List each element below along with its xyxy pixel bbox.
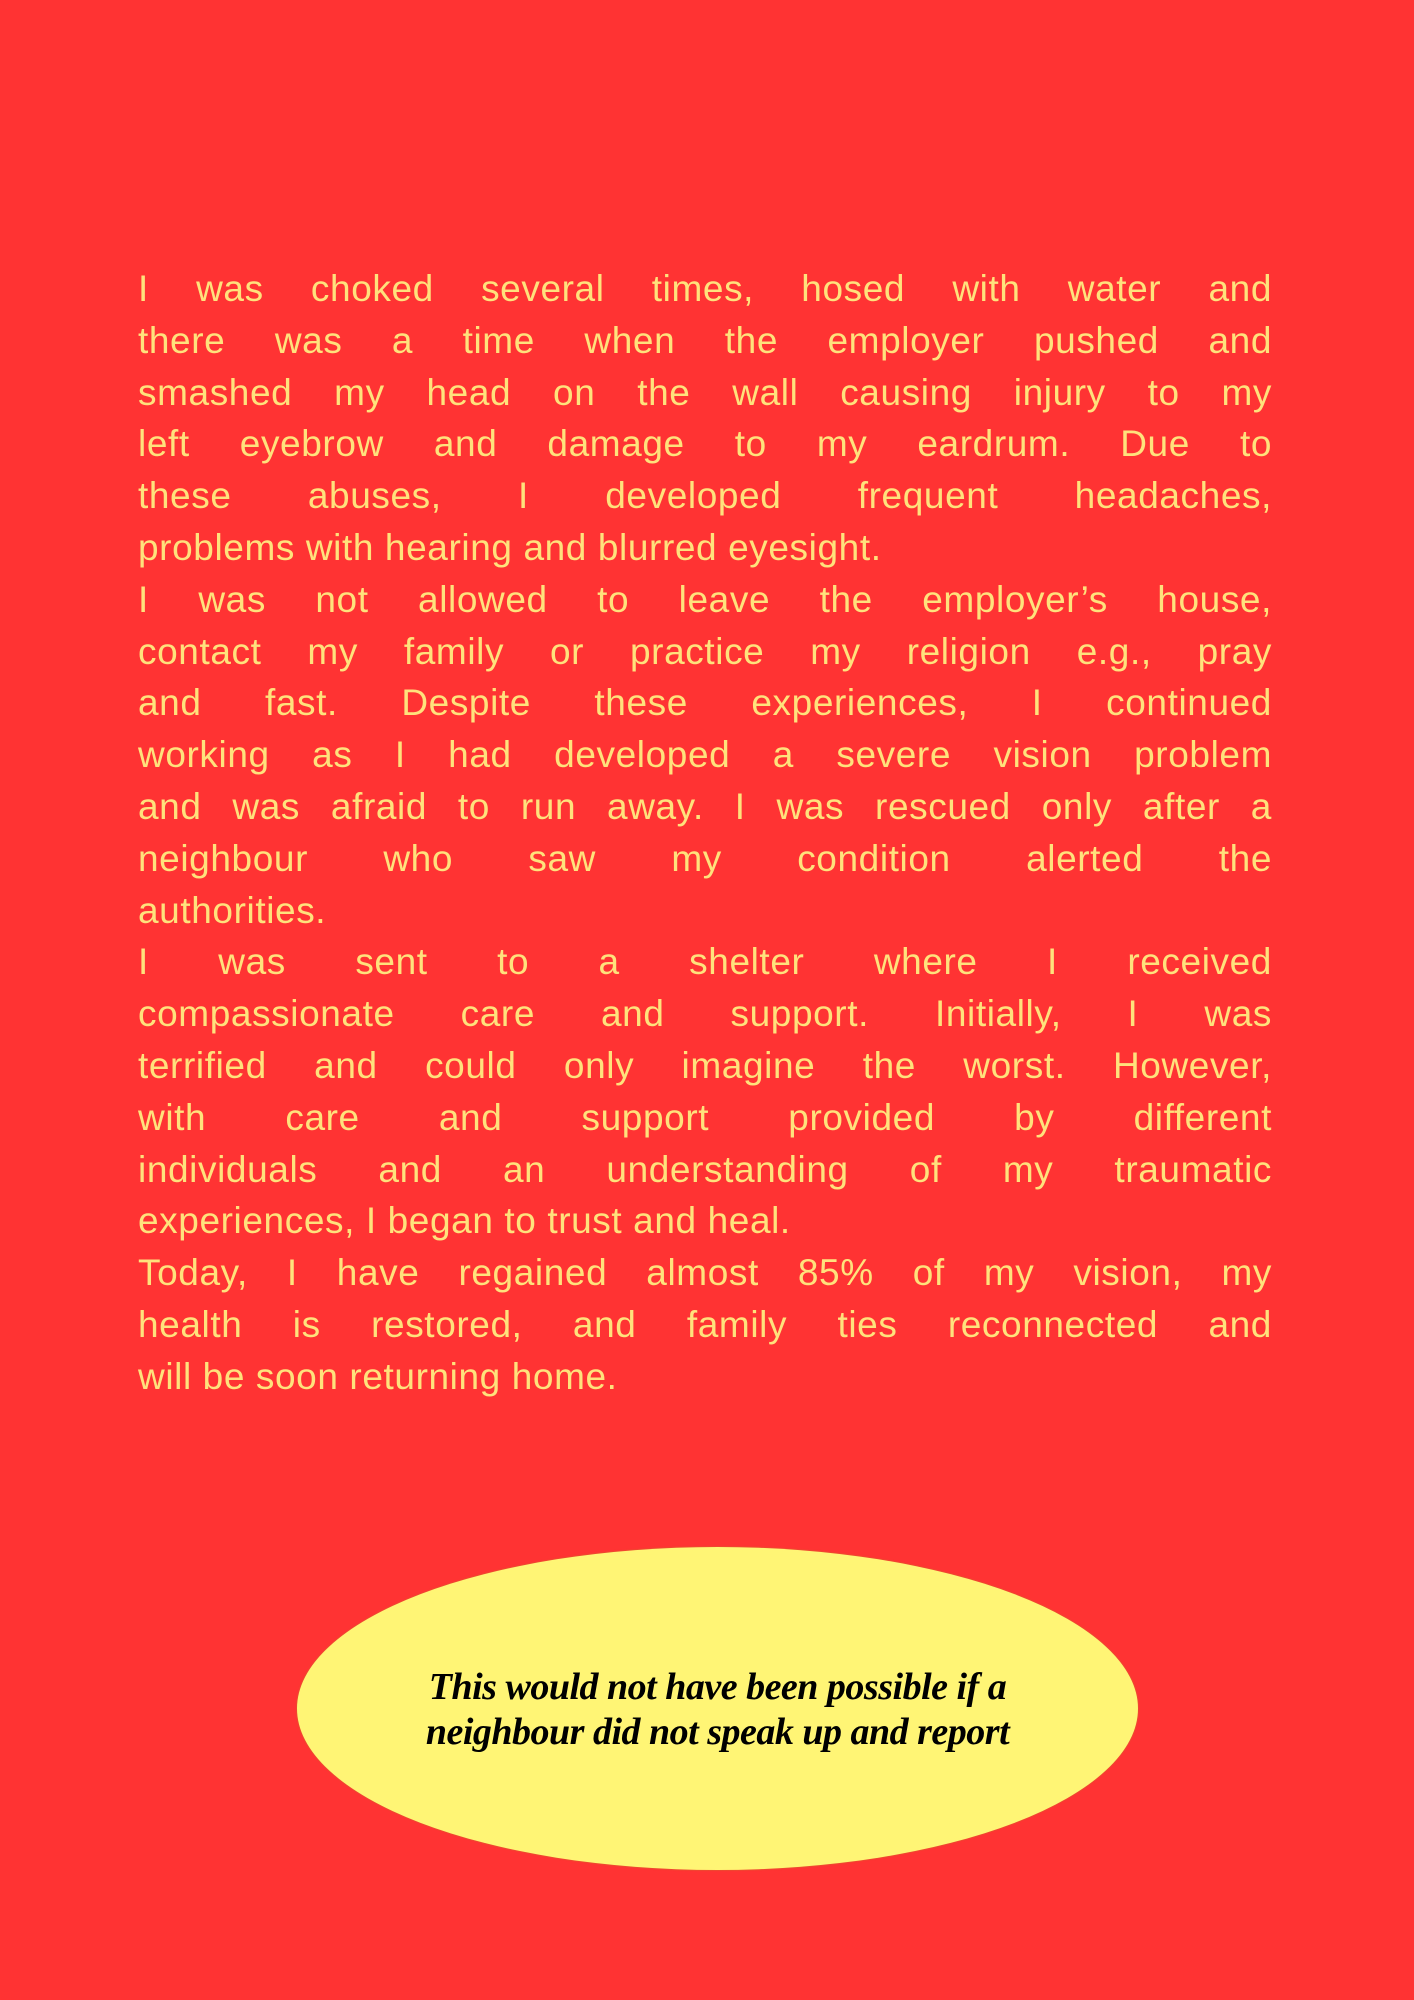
text-line: will be soon returning home.: [138, 1355, 618, 1397]
text-line: Today, I have regained almost 85% of my vision, my: [138, 1252, 1272, 1294]
text-line: working as I had developed a severe vision problem: [138, 734, 1272, 776]
text-line: I was not allowed to leave the employer’s house,: [138, 578, 1272, 620]
callout-ellipse: [297, 1547, 1138, 1870]
text-line: terrified and could only imagine the worst. However,: [138, 1044, 1272, 1086]
text-line: problems with hearing and blurred eyesight.: [138, 526, 882, 568]
text-line: with care and support provided by different: [138, 1096, 1272, 1138]
story-text: [138, 263, 1272, 1403]
text-line: smashed my head on the wall causing injury to my: [138, 371, 1272, 413]
text-line: and was afraid to run away. I was rescued only after a: [138, 785, 1272, 827]
callout-line: This would not have been possible if a: [428, 1666, 1007, 1708]
callout-line: neighbour did not speak up and report: [425, 1711, 1010, 1753]
text-line: I was choked several times, hosed with water and: [138, 268, 1272, 309]
text-line: I was sent to a shelter where I received: [138, 941, 1272, 983]
paragraph-recovery: [138, 1247, 1272, 1402]
paragraph-abuse: [138, 263, 1272, 574]
text-line: authorities.: [138, 889, 327, 931]
text-line: these abuses, I developed frequent headaches,: [138, 475, 1272, 517]
callout-quote: [297, 1665, 1138, 1755]
text-line: health is restored, and family ties reconnected and: [138, 1303, 1272, 1345]
text-line: individuals and an understanding of my traumatic: [138, 1148, 1272, 1190]
text-line: there was a time when the employer pushed and: [138, 319, 1272, 361]
text-line: left eyebrow and damage to my eardrum. Due to: [138, 423, 1272, 465]
paragraph-shelter: [138, 936, 1272, 1247]
paragraph-confinement: [138, 574, 1272, 937]
text-line: and fast. Despite these experiences, I continued: [138, 682, 1272, 724]
text-line: compassionate care and support. Initially, I was: [138, 993, 1272, 1035]
text-line: contact my family or practice my religion e.g., pray: [138, 630, 1272, 672]
text-line: neighbour who saw my condition alerted the: [138, 837, 1272, 879]
text-line: experiences, I began to trust and heal.: [138, 1200, 791, 1242]
